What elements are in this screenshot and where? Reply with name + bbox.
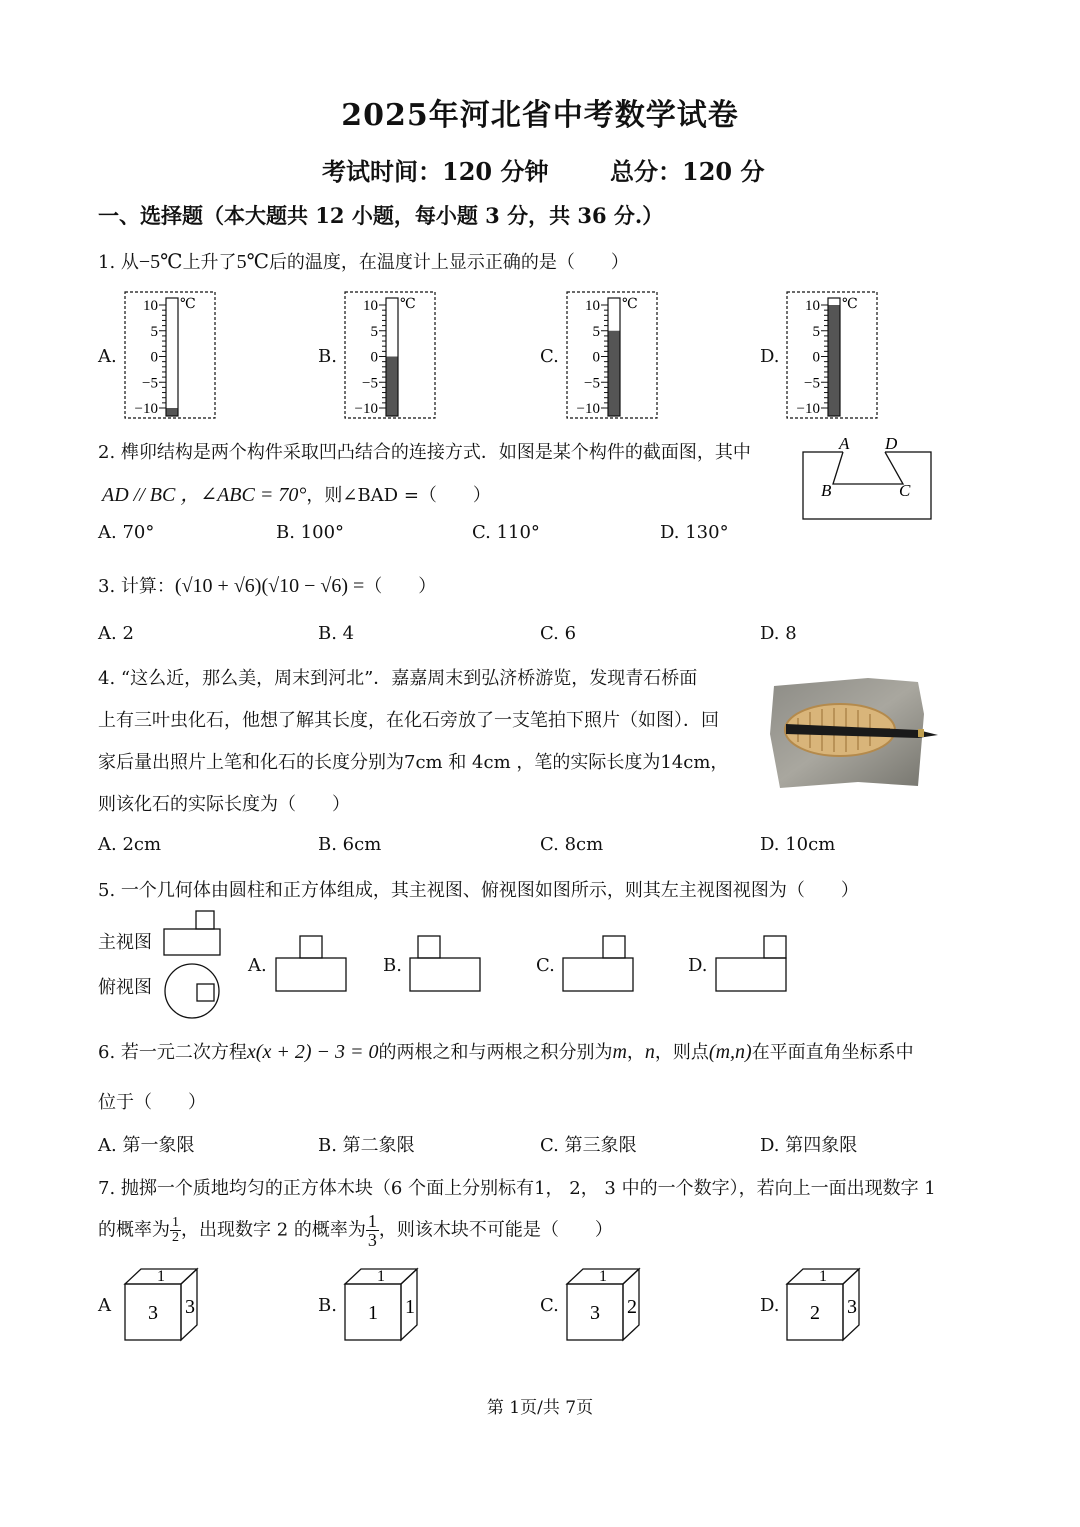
q1-thermometer-b[interactable] [344,290,440,422]
q1-tick-label: 5 [592,323,600,340]
q2-condition: AD // BC ，∠ABC = 70° [102,484,307,506]
q1-tick-label: −5 [142,375,158,392]
q1-mercury-d [828,305,840,416]
q7-cube-side-number: 2 [627,1296,637,1318]
q5-option-c-figure[interactable] [561,934,637,994]
q1-tick-label: −5 [584,375,600,392]
q1-prefix: 1. 从 [98,252,139,273]
section-heading: 一、选择题（本大题共 12 小题，每小题 3 分，共 36 分.） [98,203,664,228]
q4-option-d[interactable]: D. 10cm [760,834,836,855]
q7-cube-top-number: 1 [377,1268,385,1285]
question-7-line2 [98,1212,613,1249]
q3-option-d[interactable]: D. 8 [760,623,797,644]
q6-n: n [644,1041,655,1063]
q6-equation: x(x + 2) − 3 = 0 [246,1041,379,1063]
question-1 [98,248,629,274]
q7-cube-d[interactable] [784,1266,870,1344]
q1-tick-label: 0 [370,349,378,366]
q2-option-d[interactable]: D. 130° [660,522,729,543]
q3-option-b[interactable]: B. 4 [318,623,355,644]
q1-tick-label: 5 [812,323,820,340]
q1-unit-label: ℃ [622,297,638,312]
question-5: 5. 一个几何体由圆柱和正方体组成，其主视图、俯视图如图所示，则其左主视图视图为（ ） [98,880,859,901]
q1-tick-label: −5 [362,375,378,392]
q1-tick-label: 5 [150,323,158,340]
q6-option-c[interactable]: C. 第三象限 [540,1135,637,1156]
question-4-line3: 家后量出照片上笔和化石的长度分别为7cm 和 4cm ，笔的实际长度为14cm， [98,752,729,773]
q7-cube-top-number: 1 [599,1268,607,1285]
question-2-line1: 2. 榫卯结构是两个构件采取凹凸结合的连接方式．如图是某个构件的截面图，其中 [98,442,751,463]
q7-option-b-label[interactable]: B. [318,1295,337,1316]
q2-label-c: C [899,481,911,500]
q1-tick-label: 0 [592,349,600,366]
q6-option-b[interactable]: B. 第二象限 [318,1135,415,1156]
q6-option-a[interactable]: A. 第一象限 [98,1135,195,1156]
q3-option-a[interactable]: A. 2 [98,623,134,644]
q1-tick-label: 10 [363,298,378,314]
q1-tick-label: 10 [805,298,820,314]
q1-thermometer-a[interactable] [124,290,220,422]
q7-cube-c[interactable] [564,1266,650,1344]
q1-tick-label: 5 [370,323,378,340]
q6-prefix: 6. 若一元二次方程 [98,1042,247,1063]
q5-option-d-figure[interactable] [714,934,790,994]
q7-option-c-label[interactable]: C. [540,1295,559,1316]
q1-mercury-b [386,357,398,417]
q1-mercury-c [608,331,620,416]
q1-thermometer-c[interactable] [566,290,662,422]
q5-option-b-figure[interactable] [408,934,484,994]
q5-option-c-label[interactable]: C. [536,955,555,976]
q7-cube-front-number: 2 [810,1302,820,1324]
q7-cube-side-number: 3 [185,1296,195,1318]
q4-option-c[interactable]: C. 8cm [540,834,604,855]
q7-cube-top-number: 1 [819,1268,827,1285]
q7-cube-front-number: 1 [368,1302,378,1324]
q7-cube-front-number: 3 [590,1302,600,1324]
exam-time: 考试时间：120 分钟 [322,157,549,186]
q4-option-b[interactable]: B. 6cm [318,834,382,855]
q1-tick-label: 0 [150,349,158,366]
q1-temp-start: −5℃ [138,251,183,273]
q2-label-a: A [839,434,850,453]
q1-tick-label: −10 [576,401,600,417]
q1-option-b-label[interactable]: B. [318,346,337,367]
q2-ask: ，则∠BAD =（ ） [306,485,491,506]
q7-fraction-half: $\frac{1}{2}$ [172,1215,179,1245]
q3-option-c[interactable]: C. 6 [540,623,577,644]
q1-mid: 上升了 [182,252,237,273]
front-view-label: 主视图 [98,932,152,953]
q7-option-d-label[interactable]: D. [760,1295,780,1316]
q2-label-b: B [821,481,832,500]
q1-option-a-label[interactable]: A. [98,346,117,367]
total-score: 总分：120 分 [610,157,765,186]
q5-option-a-figure[interactable] [274,934,350,994]
q1-option-d-label[interactable]: D. [760,346,780,367]
q6-mid: 的两根之和与两根之积分别为 [378,1042,613,1063]
question-4-line4: 则该化石的实际长度为（ ） [98,794,350,815]
q1-tick-label: 0 [812,349,820,366]
q5-given-views [160,908,226,1020]
q1-mercury-a [166,408,178,416]
question-7-line1: 7. 抛掷一个质地均匀的正方体木块（6 个面上分别标有1， 2， 3 中的一个数字），若向上一面出现数字 1 [98,1178,936,1199]
q5-option-b-label[interactable]: B. [383,955,402,976]
q5-option-d-label[interactable]: D. [688,955,708,976]
q1-thermometer-d[interactable] [786,290,882,422]
question-2-line2 [102,478,491,507]
q3-suffix: （ ） [364,576,437,597]
question-3 [98,572,436,598]
q2-label-d: D [885,434,898,453]
q7-cube-side-number: 1 [405,1296,415,1318]
page-title: 2025年河北省中考数学试卷 [341,98,739,133]
q3-expression: (√10 + √6)(√10 − √6) = [174,575,365,597]
q1-tick-label: 10 [585,298,600,314]
q6-point: (m,n) [708,1041,752,1063]
top-view-label: 俯视图 [98,977,152,998]
q1-tick-label: −10 [796,401,820,417]
q2-option-c[interactable]: C. 110° [472,522,540,543]
q1-temp-rise: 5℃ [236,251,269,273]
question-6-line1: 6. 若一元二次方程x(x + 2) − 3 = 0的两根之和与两根之积分别为m，n，则点(m,n)在平面直角坐标系中 [98,1041,914,1063]
q7-p1-text: 的概率为 [98,1219,170,1241]
page-footer: 第 1页/共 7页 [486,1398,594,1418]
q1-unit-label: ℃ [180,297,196,312]
q6-m: m [612,1041,627,1063]
q1-tick-label: 10 [143,298,158,314]
q2-option-b[interactable]: B. 100° [276,522,345,543]
q1-unit-label: ℃ [842,297,858,312]
q1-unit-label: ℃ [400,297,416,312]
q2-figure [795,432,940,524]
q7-fraction-third: $\frac{1}{3}$ [367,1211,377,1250]
q6-option-d[interactable]: D. 第四象限 [760,1135,858,1156]
q7-p2-text: ，出现数字 2 的概率为 [181,1219,366,1241]
q1-tick-label: −5 [804,375,820,392]
question-4-line2: 上有三叶虫化石，他想了解其长度，在化石旁放了一支笔拍下照片（如图）．回 [98,710,719,731]
q3-prefix: 3. 计算： [98,576,175,597]
fossil-photo [768,674,943,790]
q7-cube-b[interactable] [342,1266,428,1344]
question-4-line1: 4. “这么近，那么美，周末到河北”．嘉嘉周末到弘济桥游览，发现青石桥面 [98,668,698,689]
q2-option-a[interactable]: A. 70° [98,522,155,543]
question-6-line2: 位于（ ） [98,1092,206,1113]
q7-option-a-label[interactable]: A [98,1295,111,1316]
q6-suffix: 在平面直角坐标系中 [751,1042,914,1063]
q1-suffix: 后的温度，在温度计上显示正确的是（ ） [268,252,629,273]
q1-option-c-label[interactable]: C. [540,346,559,367]
q7-cube-side-number: 3 [847,1296,857,1318]
q4-option-a[interactable]: A. 2cm [98,834,162,855]
q7-cube-front-number: 3 [148,1302,158,1324]
q1-tick-label: −10 [354,401,378,417]
q1-tick-label: −10 [134,401,158,417]
q7-p3-text: ，则该木块不可能是（ ） [378,1219,613,1241]
q5-option-a-label[interactable]: A. [248,955,267,976]
q7-cube-top-number: 1 [157,1268,165,1285]
q7-cube-a[interactable] [122,1266,208,1344]
q6-mid2: ，则点 [654,1042,709,1063]
